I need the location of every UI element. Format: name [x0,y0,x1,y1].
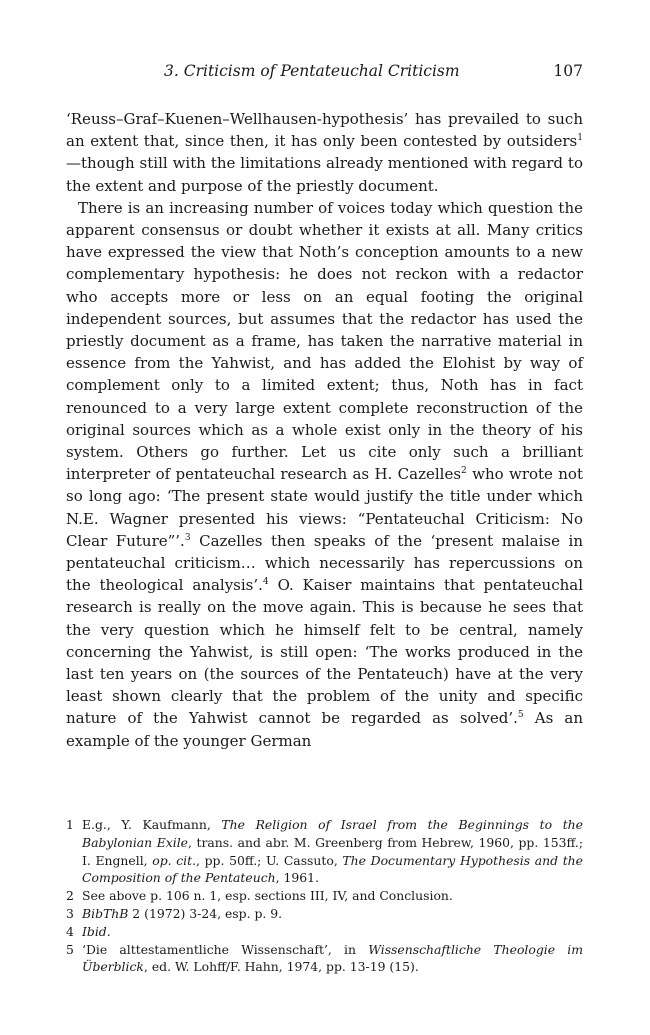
footnote-text [82,816,583,887]
footnote-ref-3[interactable]: 3 [184,532,191,543]
paragraph-2 [66,197,583,752]
footnote [66,941,583,977]
footnote-ref-1[interactable]: 1 [577,133,583,144]
footnote [66,905,583,923]
text-run: There is an increasing number of voices today which question the apparent consensus or doubt whether it exists at all. Many critics have expressed the view that Noth’s conception amounts to a new complementary hypothesis: he does not reckon with a redactor who accepts more or less on an equal footing the original independent sources, but assumes that the redactor has used the priestly document as a frame, has taken the narrative material in essence from the Yahwist, and has added the Elohist by way of complement only to a limited extent; thus, Noth has in fact renounced to a very large extent complete reconstruction of the original sources which as a whole exist only in the theory of his system. Others go further. Let us cite only such a brilliant interpreter of pentateuchal research as H. Cazelles [66,198,583,484]
footnote-text-run: The Documentary Hypothesis and the Composition of the Pentateuch [82,852,583,886]
text-run: O. Kaiser maintains that pentateuchal research is really on the move again. This is because he sees that the very question which he himself felt to be central, namely concerning the Yahwist, is still open: ‘The works produced in the last ten years on (the sources of the Pentateuch) have at the very least shown clearly that the problem of the unity and specific nature of the Yahwist cannot be regarded as solved’. [66,576,583,728]
footnote-text-run: , ed. W. Lohff/F. Hahn, 1974, pp. 13-19 (15). [143,959,419,975]
page-content [66,62,583,752]
footnote-number: 2 [66,888,74,904]
main-text [66,108,583,752]
footnote-number: 5 [66,941,74,957]
footnote-number: 1 [66,817,74,832]
footnote-text-run: , pp. 50ff.; U. Cassuto, [196,852,343,868]
footnote-number: 4 [66,923,74,939]
footnote-text [82,923,583,941]
text-run: As an example of the younger German [66,709,583,750]
chapter-title: 3. Criticism of Pentateuchal Criticism [164,62,460,80]
footnote-text-run: BibThB [82,905,129,921]
text-run: Cazelles then speaks of the ‘present malaise in pentateuchal criticism… which necessarily has repercussions on the theological analysis’. [66,531,583,595]
footnote-ref-4[interactable]: 4 [262,577,269,588]
footnote-text-run: 2 (1972) 3-24, esp. p. 9. [128,905,283,921]
footnote-text-run: op. cit. [152,852,197,868]
footnote-ref-5[interactable]: 5 [517,710,524,721]
footnote-ref-2[interactable]: 2 [461,466,467,477]
footnote-text-run: The Religion of Israel from the Beginnings to the Babylonian Exile [82,817,583,850]
footnote-text-run: Ibid. [82,923,111,939]
footnote-text-run: See above p. 106 n. 1, esp. sections III, IV, and Conclusion. [82,888,453,904]
running-header [66,62,583,88]
paragraph-1 [66,108,583,197]
text-run: who wrote not so long ago: ‘The present state would justify the title under which N.E. Wagner presented his views: “Pentateuchal Criticism: No Clear Future”’. [66,465,583,550]
footnote-text-run: E.g., Y. Kaufmann, [82,817,222,832]
page-number: 107 [553,62,583,80]
footnote-text [82,905,583,923]
footnote-text-run: ‘Die alttestamentliche Wissenschaft’, in [82,941,369,957]
text-run: —though still with the limitations already mentioned with regard to the extent and purpose of the priestly document. [66,154,583,195]
footnote-number: 3 [66,905,74,921]
footnote-text-run: Wissenschaftliche Theologie im Überblick [82,941,583,975]
footnote-text [82,941,583,977]
footnote-text-run: , trans. and abr. M. Greenberg from Hebrew, 1960, pp. 153ff.; I. Engnell, [82,834,583,868]
text-run: ‘Reuss–Graf–Kuenen–Wellhausen-hypothesis’ has prevailed to such an extent that, since then, it has only been contested by outsiders [66,110,583,151]
footnote [66,887,583,905]
footnote [66,923,583,941]
footnotes [66,816,583,976]
footnote-text [82,887,583,905]
footnote [66,816,583,887]
footnote-text-run: , 1961. [275,870,319,886]
